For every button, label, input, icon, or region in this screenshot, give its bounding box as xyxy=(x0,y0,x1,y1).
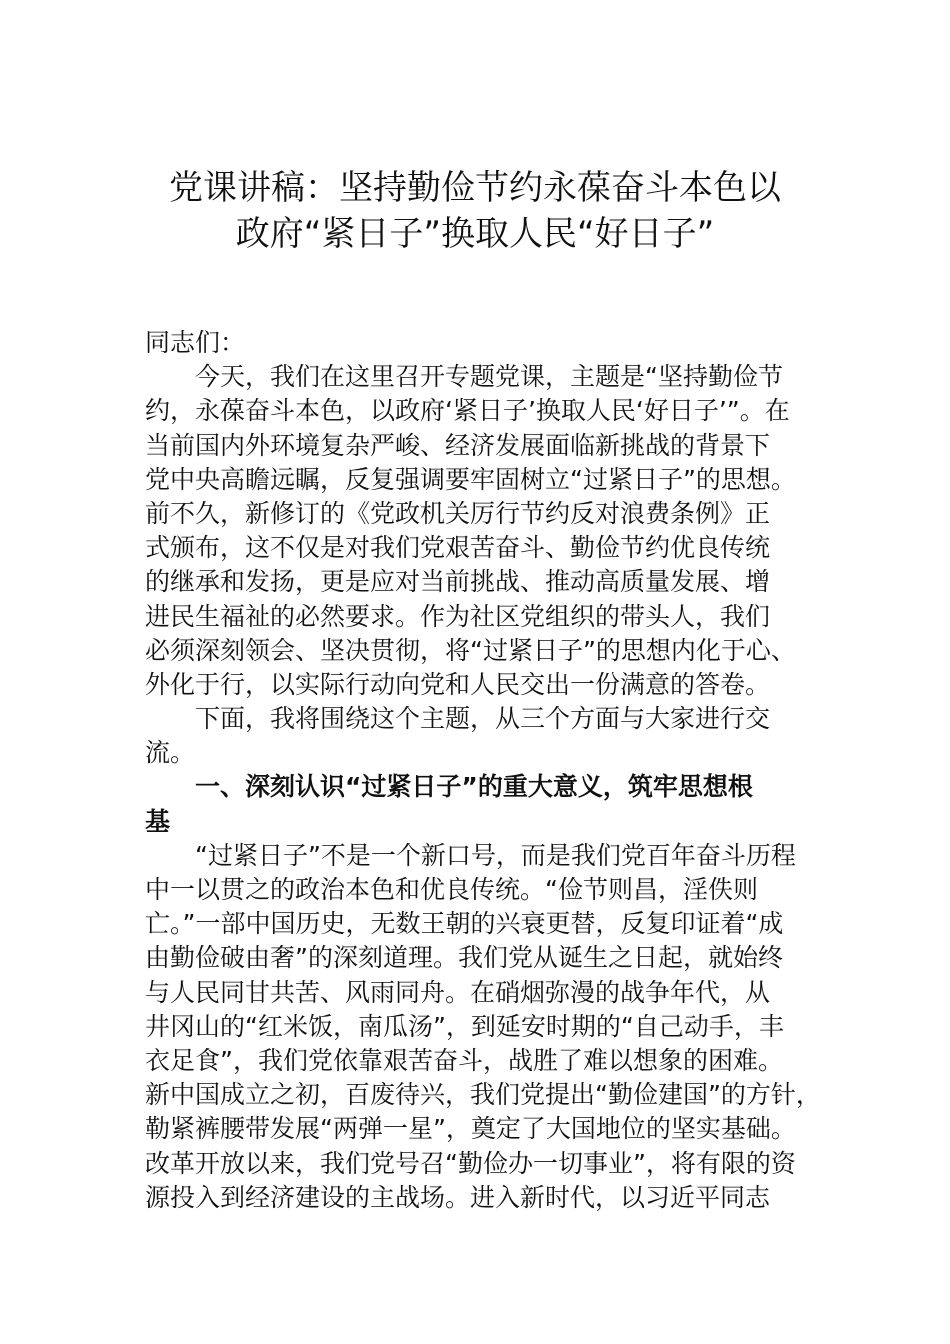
body-text-line: 进民生福祉的必然要求。作为社区党组织的带头人，我们 xyxy=(145,601,771,631)
body-text-line: 党中央高瞻远瞩，反复强调要牢固树立“过紧日子”的思想。 xyxy=(145,464,796,494)
section-heading-line: 基 xyxy=(145,806,171,836)
body-text-line: 流。 xyxy=(145,738,196,768)
document-body xyxy=(145,326,821,1215)
body-text-line: 勒紧裤腰带发展“两弹一星”，奠定了大国地位的坚实基础。 xyxy=(145,1114,796,1144)
body-text-line: 今天，我们在这里召开专题党课，主题是“坚持勤俭节 xyxy=(195,362,783,392)
body-text-line: 式颁布，这不仅是对我们党艰苦奋斗、勤俭节约优良传统 xyxy=(145,533,771,563)
document-title-line-2: 政府“紧日子”换取人民“好日子” xyxy=(235,214,715,254)
body-text-line: 衣足食”，我们党依靠艰苦奋斗，战胜了难以想象的困难。 xyxy=(145,1045,783,1075)
body-text-line: 由勤俭破由奢”的深刻道理。我们党从诞生之日起，就始终 xyxy=(145,943,783,973)
body-text-line: 必须深刻领会、坚决贯彻，将“过紧日子”的思想内化于心、 xyxy=(145,635,796,665)
body-text-line: 下面，我将围绕这个主题，从三个方面与大家进行交 xyxy=(195,704,771,734)
body-text-line: 亡。”一部中国历史，无数王朝的兴衰更替，反复印证着“成 xyxy=(145,909,784,939)
body-text-line: 新中国成立之初，百废待兴，我们党提出“勤俭建国”的方针， xyxy=(145,1080,821,1110)
body-text-line: 同志们： xyxy=(145,328,246,357)
body-text-line: 井冈山的“红米饭，南瓜汤”，到延安时期的“自己动手，丰 xyxy=(145,1011,784,1041)
section-heading-line: 一、深刻认识“过紧日子”的重大意义，筑牢思想根 xyxy=(195,772,753,802)
body-text-line: 外化于行，以实际行动向党和人民交出一份满意的答卷。 xyxy=(145,669,771,699)
body-text-line: 的继承和发扬，更是应对当前挑战、推动高质量发展、增 xyxy=(145,567,771,597)
body-text-line: 约，永葆奋斗本色，以政府‘紧日子’换取人民‘好日子’”。在 xyxy=(145,396,790,426)
document-title-line-1: 党课讲稿：坚持勤俭节约永葆奋斗本色以 xyxy=(169,168,781,208)
body-text-line: 改革开放以来，我们党号召“勤俭办一切事业”，将有限的资 xyxy=(145,1148,796,1178)
body-text-line: “过紧日子”不是一个新口号，而是我们党百年奋斗历程 xyxy=(195,840,796,870)
body-text-line: 当前国内外环境复杂严峻、经济发展面临新挑战的背景下 xyxy=(145,430,771,460)
body-text-line: 中一以贯之的政治本色和优良传统。“俭节则昌，淫佚则 xyxy=(145,875,758,904)
body-text-line: 前不久，新修订的《党政机关厉行节约反对浪费条例》正 xyxy=(145,498,771,528)
body-text-line: 源投入到经济建设的主战场。进入新时代，以习近平同志 xyxy=(145,1182,771,1212)
body-text-line: 与人民同甘共苦、风雨同舟。在硝烟弥漫的战争年代，从 xyxy=(145,977,771,1007)
